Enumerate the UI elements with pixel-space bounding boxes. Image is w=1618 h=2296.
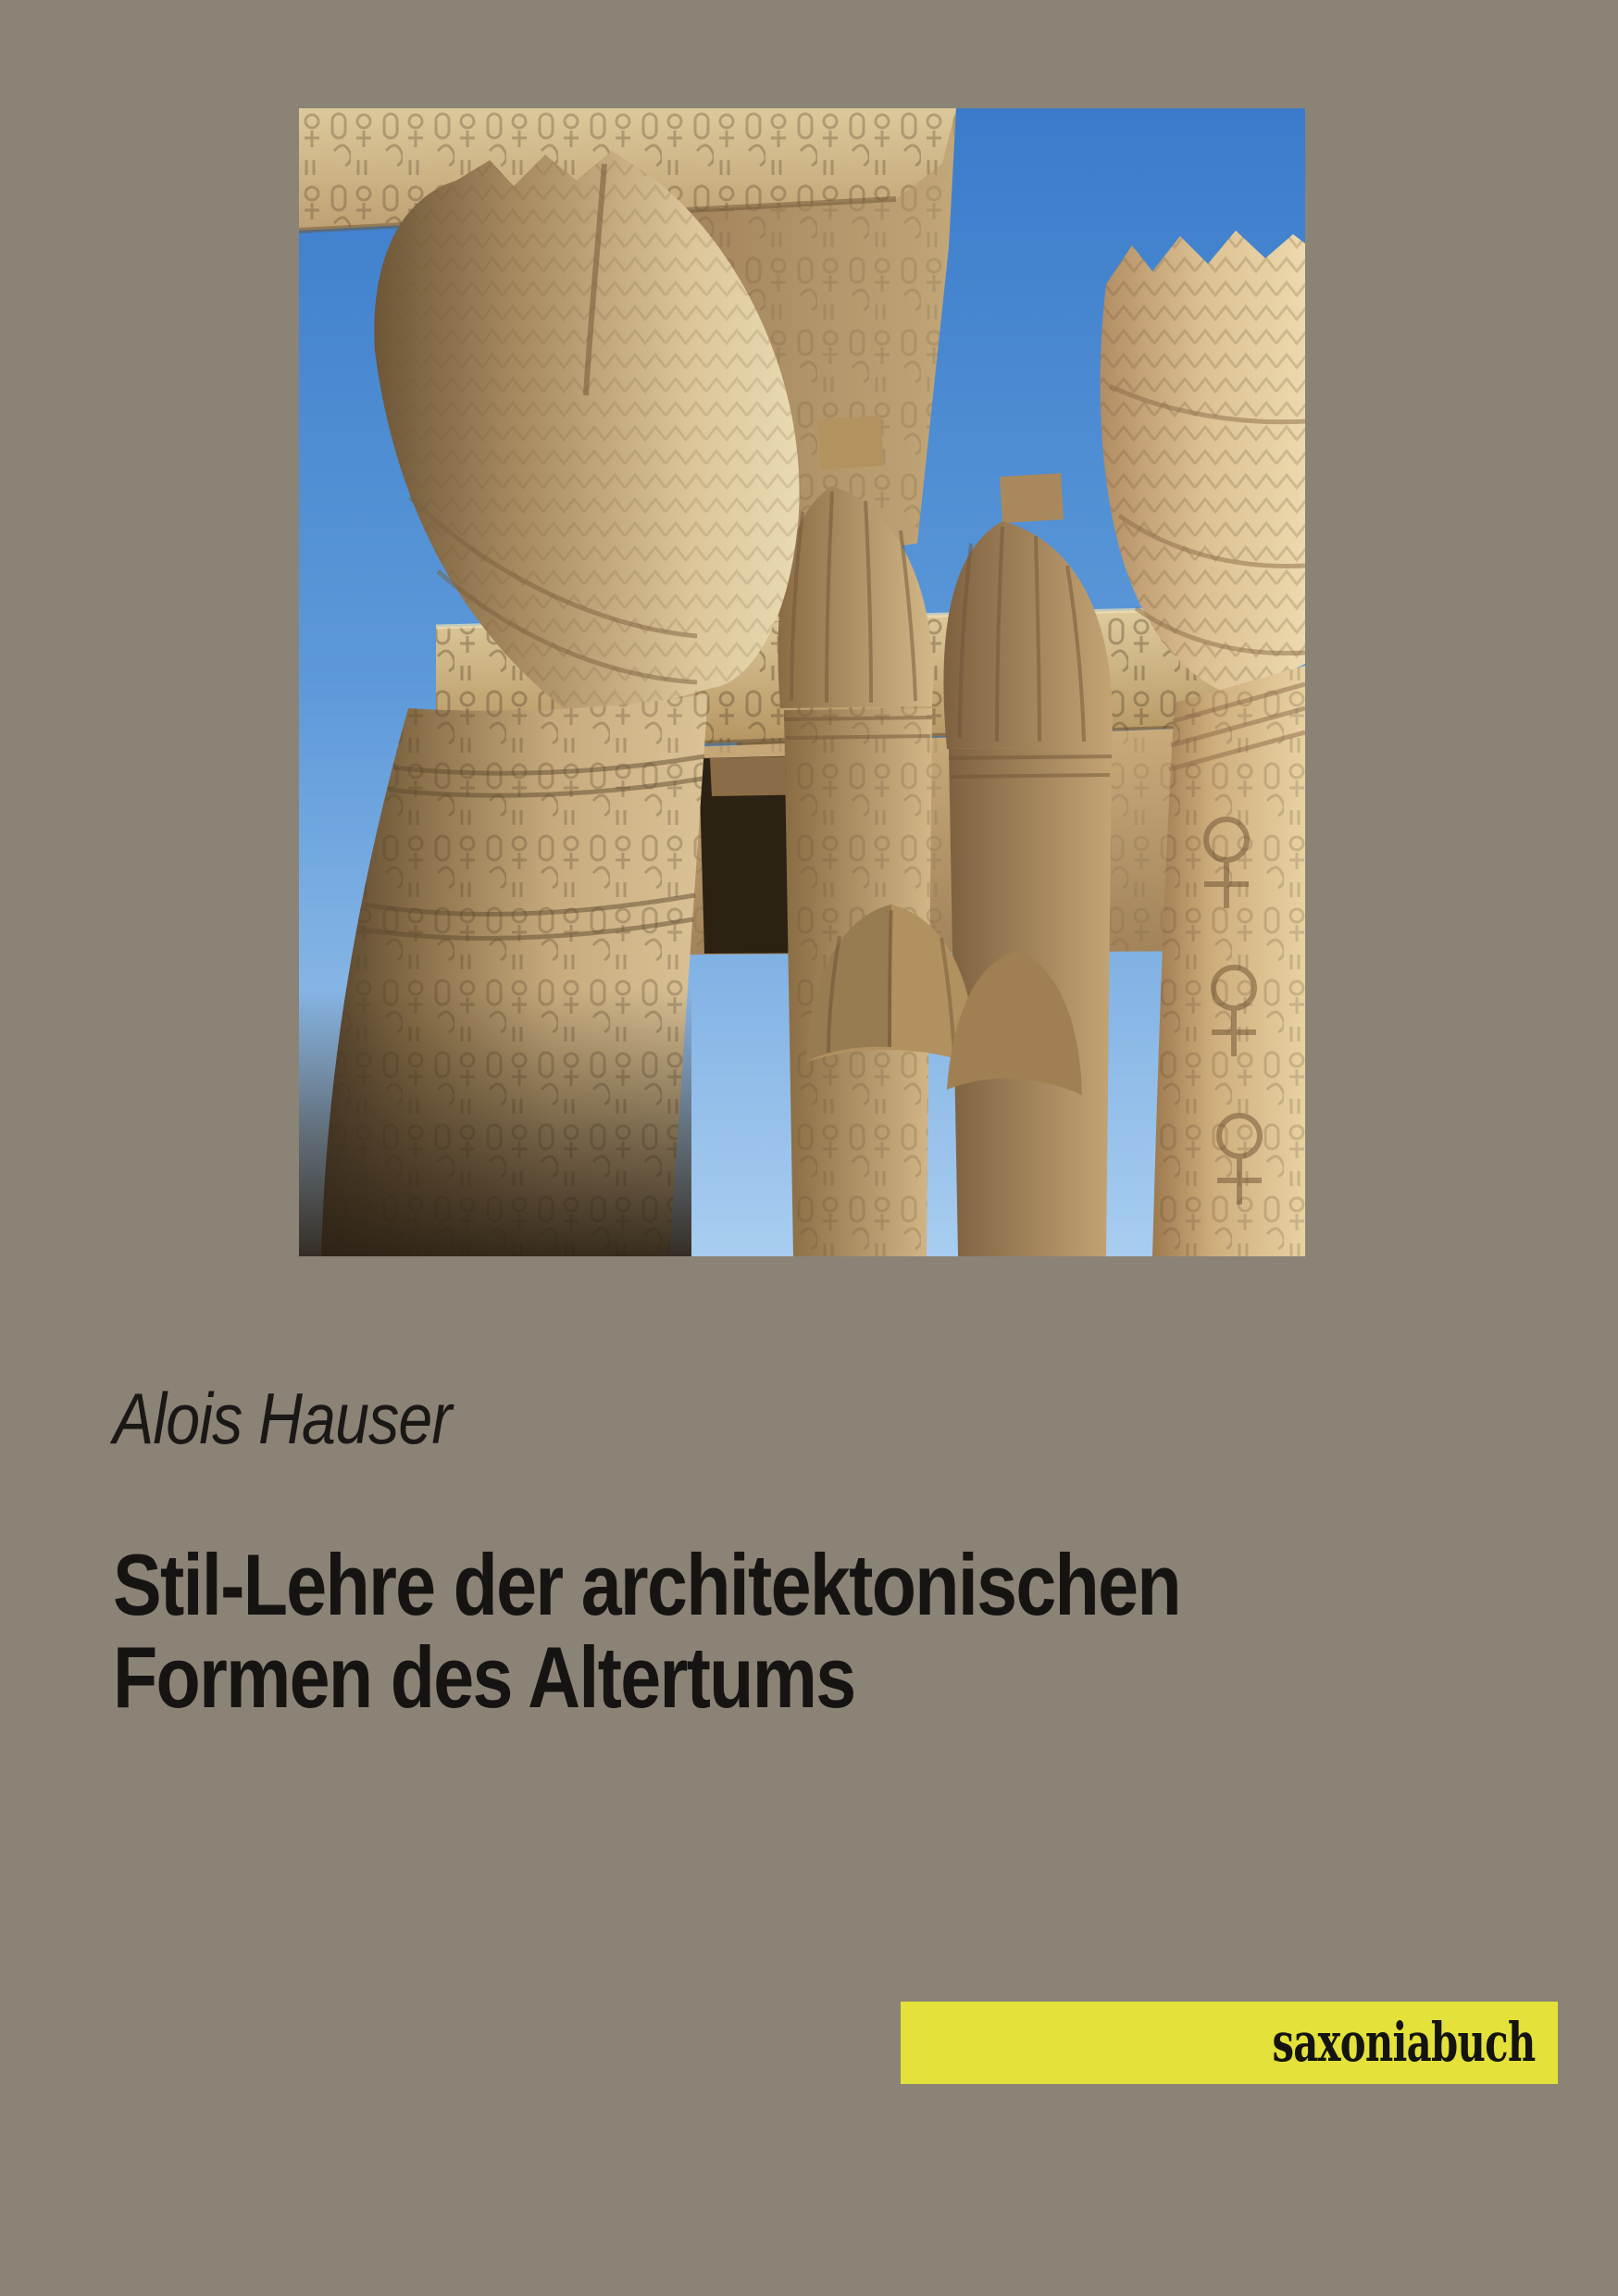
book-title — [113, 1536, 1180, 1726]
cover-photo-egyptian-columns — [299, 108, 1305, 1256]
publisher-logo-text: saxoniabuch — [1271, 2011, 1535, 2074]
title-line-2: Formen des Altertums — [113, 1628, 855, 1726]
author-name: Alois Hauser — [113, 1378, 452, 1459]
publisher-banner — [901, 2002, 1558, 2084]
title-line-1: Stil-Lehre der architektonischen — [113, 1536, 1180, 1633]
